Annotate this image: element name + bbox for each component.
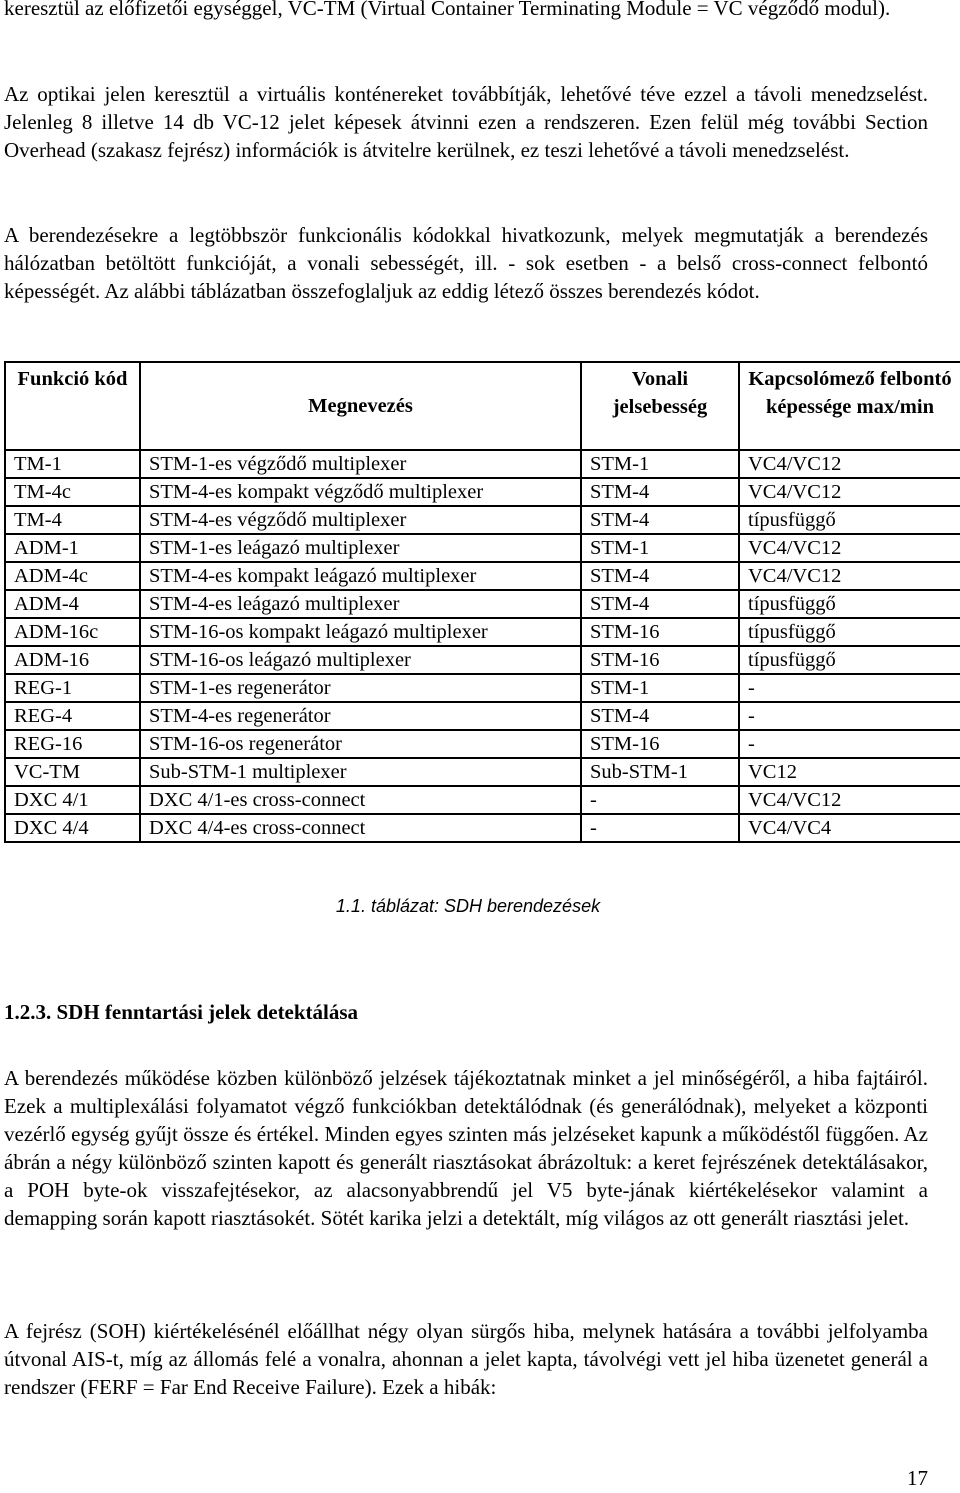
cell-function-code: REG-16 (5, 730, 140, 758)
cell-name: STM-16-os kompakt leágazó multiplexer (140, 618, 581, 646)
cell-line-speed: - (581, 786, 739, 814)
cell-function-code: ADM-1 (5, 534, 140, 562)
table-row (5, 534, 960, 562)
header-cross-connect-resolution: Kapcsolómező felbontó képessége max/min (739, 362, 960, 450)
cell-name: STM-16-os regenerátor (140, 730, 581, 758)
table-caption: 1.1. táblázat: SDH berendezések (335, 896, 601, 916)
sdh-equipment-table (4, 361, 960, 843)
cell-line-speed: STM-1 (581, 674, 739, 702)
cell-name: STM-4-es végződő multiplexer (140, 506, 581, 534)
cell-function-code: TM-1 (5, 450, 140, 478)
table-row (5, 758, 960, 786)
cell-line-speed: STM-16 (581, 618, 739, 646)
paragraph-soh-evaluation: A fejrész (SOH) kiértékelésénél előállhat négy olyan sürgős hiba, melynek hatására a további jelfolyamba útvonal AIS-t, míg az állomás felé a vonalra, ahonnan a jelet kapta, távolvégi vett jel hiba üzenetet generál a rendszer (FERF = Far End Receive Failure). Ezek a hibák: (4, 1319, 928, 1399)
cell-cross-connect: típusfüggő (739, 646, 960, 674)
table-body (5, 450, 960, 842)
cell-cross-connect: VC4/VC12 (739, 450, 960, 478)
cell-line-speed: STM-4 (581, 478, 739, 506)
header-name: Megnevezés (140, 362, 581, 450)
cell-line-speed: STM-16 (581, 646, 739, 674)
cell-cross-connect: - (739, 674, 960, 702)
cell-function-code: ADM-16c (5, 618, 140, 646)
cell-cross-connect: VC4/VC12 (739, 534, 960, 562)
cell-function-code: REG-1 (5, 674, 140, 702)
cell-cross-connect: típusfüggő (739, 590, 960, 618)
cell-name: STM-4-es regenerátor (140, 702, 581, 730)
table-row (5, 674, 960, 702)
cell-line-speed: STM-4 (581, 562, 739, 590)
cell-cross-connect: VC4/VC12 (739, 562, 960, 590)
cell-function-code: REG-4 (5, 702, 140, 730)
header-function-code: Funkció kód (5, 362, 140, 450)
cell-function-code: VC-TM (5, 758, 140, 786)
cell-function-code: TM-4 (5, 506, 140, 534)
cell-line-speed: STM-4 (581, 702, 739, 730)
cell-name: DXC 4/4-es cross-connect (140, 814, 581, 842)
cell-line-speed: STM-1 (581, 534, 739, 562)
cell-function-code: DXC 4/1 (5, 786, 140, 814)
cell-name: STM-1-es leágazó multiplexer (140, 534, 581, 562)
table-row (5, 590, 960, 618)
table-row (5, 730, 960, 758)
table-row (5, 702, 960, 730)
cell-name: Sub-STM-1 multiplexer (140, 758, 581, 786)
cell-name: STM-4-es kompakt leágazó multiplexer (140, 562, 581, 590)
cell-line-speed: STM-4 (581, 590, 739, 618)
cell-cross-connect: VC4/VC12 (739, 478, 960, 506)
table-row (5, 562, 960, 590)
section-heading: 1.2.3. SDH fenntartási jelek detektálása (4, 1000, 359, 1024)
table-header-row (5, 362, 960, 450)
cell-line-speed: STM-1 (581, 450, 739, 478)
table-row (5, 786, 960, 814)
cell-line-speed: STM-4 (581, 506, 739, 534)
cell-line-speed: Sub-STM-1 (581, 758, 739, 786)
table-row (5, 814, 960, 842)
cell-name: STM-4-es leágazó multiplexer (140, 590, 581, 618)
cell-name: STM-4-es kompakt végződő multiplexer (140, 478, 581, 506)
paragraph-vc-tm: keresztül az előfizetői egységgel, VC-TM (Virtual Container Terminating Module = VC végződő modul). (4, 0, 891, 20)
cell-name: STM-1-es végződő multiplexer (140, 450, 581, 478)
cell-cross-connect: VC4/VC12 (739, 786, 960, 814)
table-row (5, 450, 960, 478)
table-row (5, 618, 960, 646)
cell-cross-connect: VC12 (739, 758, 960, 786)
cell-function-code: ADM-16 (5, 646, 140, 674)
page-number: 17 (907, 1466, 928, 1490)
cell-function-code: TM-4c (5, 478, 140, 506)
cell-function-code: DXC 4/4 (5, 814, 140, 842)
cell-function-code: ADM-4 (5, 590, 140, 618)
table-row (5, 478, 960, 506)
header-line-speed: Vonali jelsebesség (581, 362, 739, 450)
cell-line-speed: STM-16 (581, 730, 739, 758)
cell-line-speed: - (581, 814, 739, 842)
paragraph-alarm-signals: A berendezés működése közben különböző jelzések tájékoztatnak minket a jel minőségéről, a hiba fajtáiról. Ezek a multiplexálási folyamatot végző funkciókban detektálódnak (és generálódnak), melyeket a központi vezérlő egység gyűjt össze és értékel. Minden egyes szinten más jelzéseket kapunk a működéstől függően. Az ábrán a négy különböző szinten kapott és generált riasztásokat ábrázoltuk: a keret fejrészének detektálásakor, a POH byte-ok visszafejtésekor, az alacsonyabbrendű jel V5 byte-jának kiértékelésekor valamint a demapping során kapott riasztásokét. Sötét karika jelzi a detektált, míg világos az ott generált riasztási jelet. (4, 1066, 928, 1230)
cell-cross-connect: típusfüggő (739, 618, 960, 646)
cell-cross-connect: - (739, 730, 960, 758)
table-row (5, 506, 960, 534)
cell-name: DXC 4/1-es cross-connect (140, 786, 581, 814)
table-row (5, 646, 960, 674)
cell-cross-connect: VC4/VC4 (739, 814, 960, 842)
cell-cross-connect: típusfüggő (739, 506, 960, 534)
cell-name: STM-16-os leágazó multiplexer (140, 646, 581, 674)
cell-cross-connect: - (739, 702, 960, 730)
cell-function-code: ADM-4c (5, 562, 140, 590)
cell-name: STM-1-es regenerátor (140, 674, 581, 702)
paragraph-function-codes: A berendezésekre a legtöbbször funkcionális kódokkal hivatkozunk, melyek megmutatják a berendezés hálózatban betöltött funkcióját, a vonali sebességét, ill. - sok esetben - a belső cross-connect felbontó képességét. Az alábbi táblázatban összefoglaljuk az eddig létező összes berendezés kódot. (4, 223, 928, 304)
paragraph-optical-signal: Az optikai jelen keresztül a virtuális konténereket továbbítják, lehetővé téve ezzel a távoli menedzselést. Jelenleg 8 illetve 14 db VC-12 jelet képesek átvinni ezen a rendszeren. Ezen felül még további Section Overhead (szakasz fejrész) információk is átvitelre kerülnek, ez teszi lehetővé a távoli menedzselést. (4, 82, 928, 163)
